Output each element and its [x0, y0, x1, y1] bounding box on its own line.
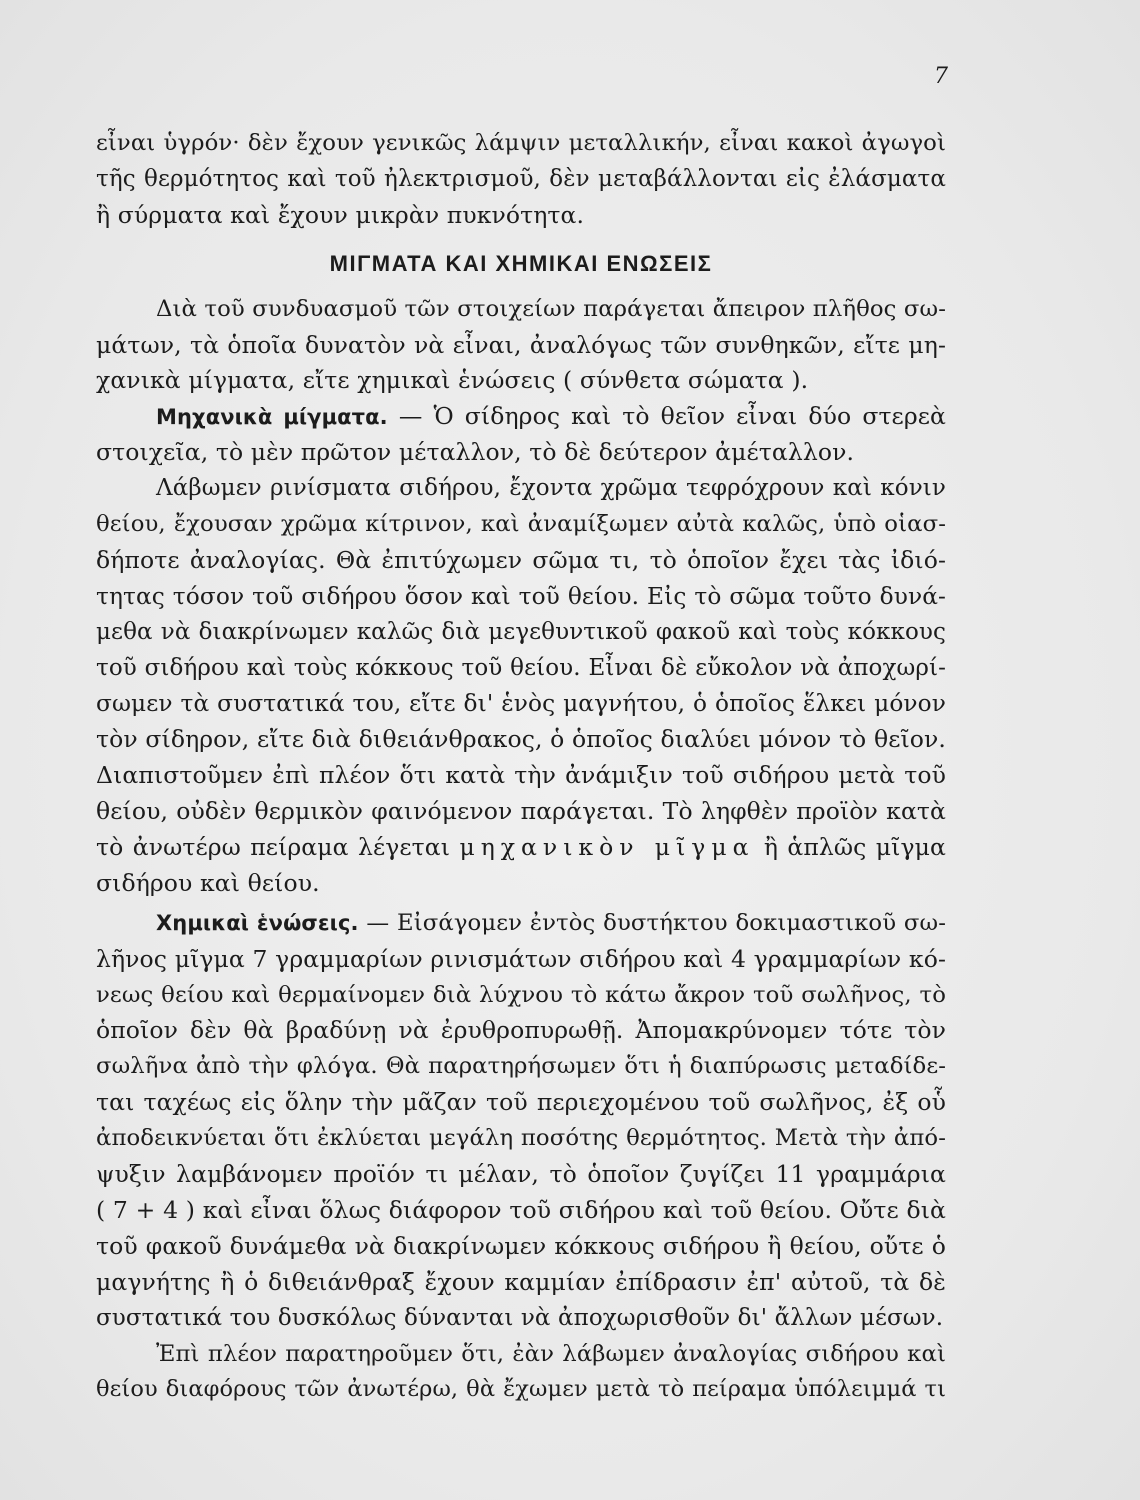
text-line: νεως θείου καὶ θερμαίνομεν διὰ λύχνου τὸ κάτω ἄκρον τοῦ σωλῆνος, τὸ — [96, 981, 946, 1008]
body-text — [96, 126, 946, 1408]
text-line: συστατικά του δυσκόλως δύνανται νὰ ἀποχωρισθοῦν δι' ἄλλων μέσων. — [96, 1304, 944, 1331]
spaced-term: μηχανικὸν μῖγμα — [459, 833, 755, 862]
text-line: τοῦ φακοῦ δυνάμεθα νὰ διακρίνωμεν κόκκους σιδήρου ἢ θείου, οὔτε ὁ — [96, 1231, 946, 1260]
text-line — [96, 399, 946, 435]
text-span: ἢ ἁπλῶς μῖγμα — [763, 833, 946, 862]
text-line: Διὰ τοῦ συνδυασμοῦ τῶν στοιχείων παράγεται ἄπειρον πλῆθος σω- — [156, 295, 946, 322]
text-span: τὸ ἀνωτέρω πείραμα λέγεται — [96, 833, 451, 862]
text-line: Διαπιστοῦμεν ἐπὶ πλέον ὅτι κατὰ τὴν ἀνάμιξιν τοῦ σιδήρου μετὰ τοῦ — [96, 761, 946, 790]
text-line: τητας τόσον τοῦ σιδήρου ὅσον καὶ τοῦ θείου. Εἰς τὸ σῶμα τοῦτο δυνά- — [96, 582, 946, 610]
text-line: χανικὰ μίγματα, εἴτε χημικαὶ ἑνώσεις ( σύνθετα σώματα ). — [96, 366, 809, 395]
page-number: 7 — [934, 64, 948, 89]
text-line: θείου διαφόρους τῶν ἀνωτέρω, θὰ ἔχωμεν μετὰ τὸ πείραμα ὑπόλειμμά τι — [96, 1376, 946, 1403]
text-line — [96, 906, 946, 942]
text-line: μεθα νὰ διακρίνωμεν καλῶς διὰ μεγεθυντικοῦ φακοῦ καὶ τοὺς κόκκους — [96, 618, 946, 645]
text-line: Λάβωμεν ρινίσματα σιδήρου, ἔχοντα χρῶμα τεφρόχρουν καὶ κόνιν — [156, 475, 946, 502]
text-line: ἀποδεικνύεται ὅτι ἐκλύεται μεγάλη ποσότης θερμότητος. Μετὰ τὴν ἀπό- — [96, 1125, 946, 1152]
text-line: τοῦ σιδήρου καὶ τοὺς κόκκους τοῦ θείου. Εἶναι δὲ εὔκολον νὰ ἀποχωρί- — [96, 654, 946, 681]
text-line: μάτων, τὰ ὁποῖα δυνατὸν νὰ εἶναι, ἀναλόγως τῶν συνθηκῶν, εἴτε μη- — [96, 330, 946, 359]
text-line: ( 7 + 4 ) καὶ εἶναι ὅλως διάφορον τοῦ σιδήρου καὶ τοῦ θείου. Οὔτε διὰ — [96, 1195, 946, 1224]
text-line: ψυξιν λαμβάνομεν προϊόν τι μέλαν, τὸ ὁποῖον ζυγίζει 11 γραμμάρια — [96, 1160, 946, 1189]
text-line: ὁποῖον δὲν θὰ βραδύνῃ νὰ ἐρυθροπυρωθῇ. Ἀπομακρύνομεν τότε τὸν — [96, 1016, 946, 1045]
text-span: — Εἰσάγομεν ἐντὸς δυστήκτου δοκιμαστικοῦ σω- — [366, 909, 946, 936]
text-line: στοιχεῖα, τὸ μὲν πρῶτον μέταλλον, τὸ δὲ δεύτερον ἀμέταλλον. — [96, 438, 855, 467]
text-line: λῆνος μῖγμα 7 γραμμαρίων ρινισμάτων σιδήρου καὶ 4 γραμμαρίων κό- — [96, 944, 946, 973]
text-line: τῆς θερμότητος καὶ τοῦ ἠλεκτρισμοῦ, δὲν μεταβάλλονται εἰς ἐλάσματα — [96, 165, 946, 192]
text-span: — Ὁ σίδηρος καὶ τὸ θεῖον εἶναι δύο στερεὰ — [398, 402, 946, 431]
text-line: ἢ σύρματα καὶ ἔχουν μικρὰν πυκνότητα. — [96, 200, 585, 229]
subsection-title-mechanical: Μηχανικὰ μίγματα. — [156, 405, 388, 430]
text-line: δήποτε ἀναλογίας. Θὰ ἐπιτύχωμεν σῶμα τι, τὸ ὁποῖον ἔχει τὰς ἰδιό- — [96, 545, 946, 574]
text-line: μαγνήτης ἢ ὁ διθειάνθραξ ἔχουν καμμίαν ἐπίδρασιν ἐπ' αὐτοῦ, τὰ δὲ — [96, 1267, 946, 1296]
text-line — [96, 830, 946, 866]
text-line: εἶναι ὑγρόν· δὲν ἔχουν γενικῶς λάμψιν μεταλλικήν, εἶναι κακοὶ ἀγωγοὶ — [96, 130, 946, 156]
text-line: ται ταχέως εἰς ὅλην τὴν μᾶζαν τοῦ περιεχομένου τοῦ σωλῆνος, ἐξ οὗ — [96, 1088, 946, 1117]
text-line: θείου, οὐδὲν θερμικὸν φαινόμενον παράγεται. Τὸ ληφθὲν προϊὸν κατὰ — [96, 797, 946, 826]
text-line: σιδήρου καὶ θείου. — [96, 868, 320, 897]
text-line: σωμεν τὰ συστατικά του, εἴτε δι' ἑνὸς μαγνήτου, ὁ ὁποῖος ἕλκει μόνον — [96, 690, 946, 718]
section-heading: ΜΙΓΜΑΤΑ ΚΑΙ ΧΗΜΙΚΑΙ ΕΝΩΣΕΙΣ — [329, 250, 713, 276]
text-line: θείου, ἔχουσαν χρῶμα κίτρινον, καὶ ἀναμίξωμεν αὐτὰ καλῶς, ὑπὸ οἱασ- — [96, 511, 946, 538]
text-line: Ἐπὶ πλέον παρατηροῦμεν ὅτι, ἐὰν λάβωμεν ἀναλογίας σιδήρου καὶ — [156, 1340, 946, 1367]
text-line: σωλῆνα ἀπὸ τὴν φλόγα. Θὰ παρατηρήσωμεν ὅτι ἡ διαπύρωσις μεταδίδε- — [96, 1053, 946, 1080]
text-line: τὸν σίδηρον, εἴτε διὰ διθειάνθρακος, ὁ ὁποῖος διαλύει μόνον τὸ θεῖον. — [96, 725, 946, 754]
subsection-title-chemical: Χημικαὶ ἑνώσεις. — [156, 910, 359, 935]
